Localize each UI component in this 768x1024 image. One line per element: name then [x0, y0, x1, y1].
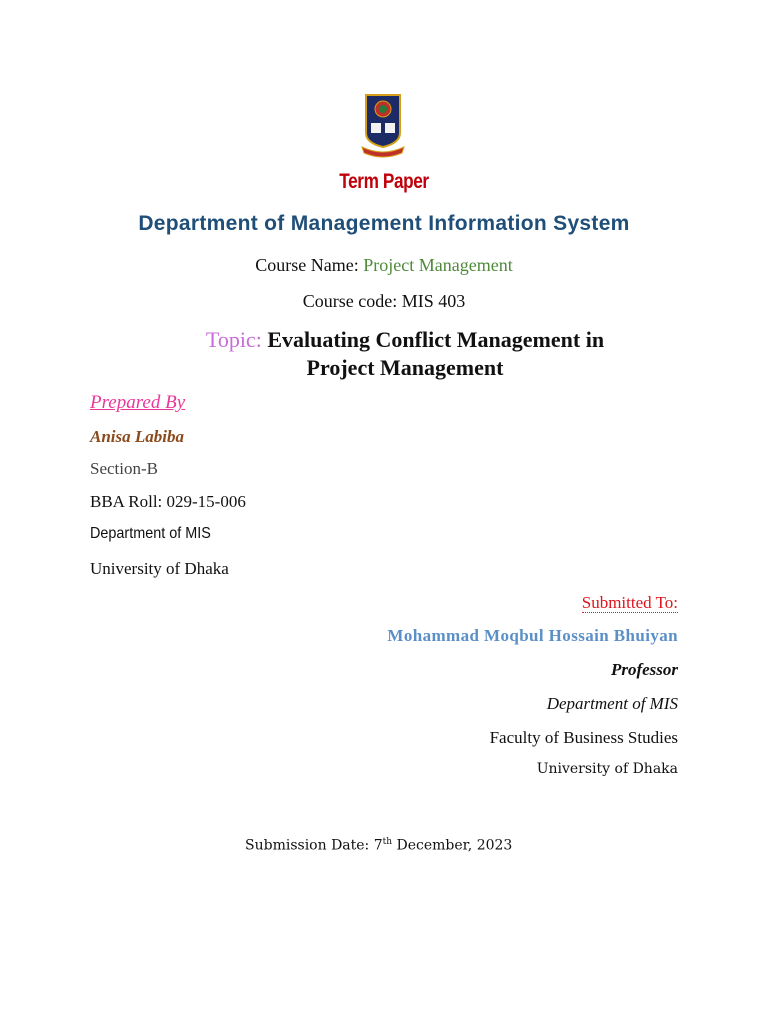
university-logo: [358, 93, 408, 159]
supervisor-university: University of Dhaka: [536, 761, 678, 777]
student-roll: BBA Roll: 029-15-006: [90, 492, 246, 511]
supervisor-title: Professor: [610, 660, 678, 679]
course-name-value: Project Management: [363, 255, 513, 275]
supervisor-name: Mohammad Moqbul Hossain Bhuiyan: [387, 626, 678, 645]
submission-date: [245, 837, 512, 854]
department-heading: Department of Management Information System: [138, 212, 630, 235]
university-crest-icon: [358, 93, 408, 159]
topic-title: Evaluating Conflict Management in Project Management: [267, 327, 605, 380]
document-type-title: Term Paper: [339, 170, 429, 193]
course-name-label: Course Name:: [255, 255, 364, 275]
supervisor-faculty: Faculty of Business Studies: [489, 728, 678, 747]
student-department: Department of MIS: [90, 525, 211, 542]
supervisor-department: Department of MIS: [546, 694, 678, 713]
submission-date-ordinal: th: [382, 837, 393, 847]
student-university: University of Dhaka: [90, 559, 229, 578]
topic-label: Topic:: [205, 327, 268, 352]
topic-block: [170, 326, 640, 382]
submission-date-prefix: Submission Date: 7: [245, 837, 383, 854]
student-section: Section-B: [90, 459, 158, 478]
prepared-by-heading: Prepared By: [90, 392, 186, 413]
student-name: Anisa Labiba: [90, 427, 184, 446]
course-code-line: Course code: MIS 403: [302, 291, 466, 311]
submitted-to-text: Submitted To:: [581, 593, 678, 612]
submission-date-suffix: December, 2023: [392, 837, 513, 854]
course-name-line: [0, 255, 768, 276]
submitted-to-heading: [582, 593, 678, 613]
